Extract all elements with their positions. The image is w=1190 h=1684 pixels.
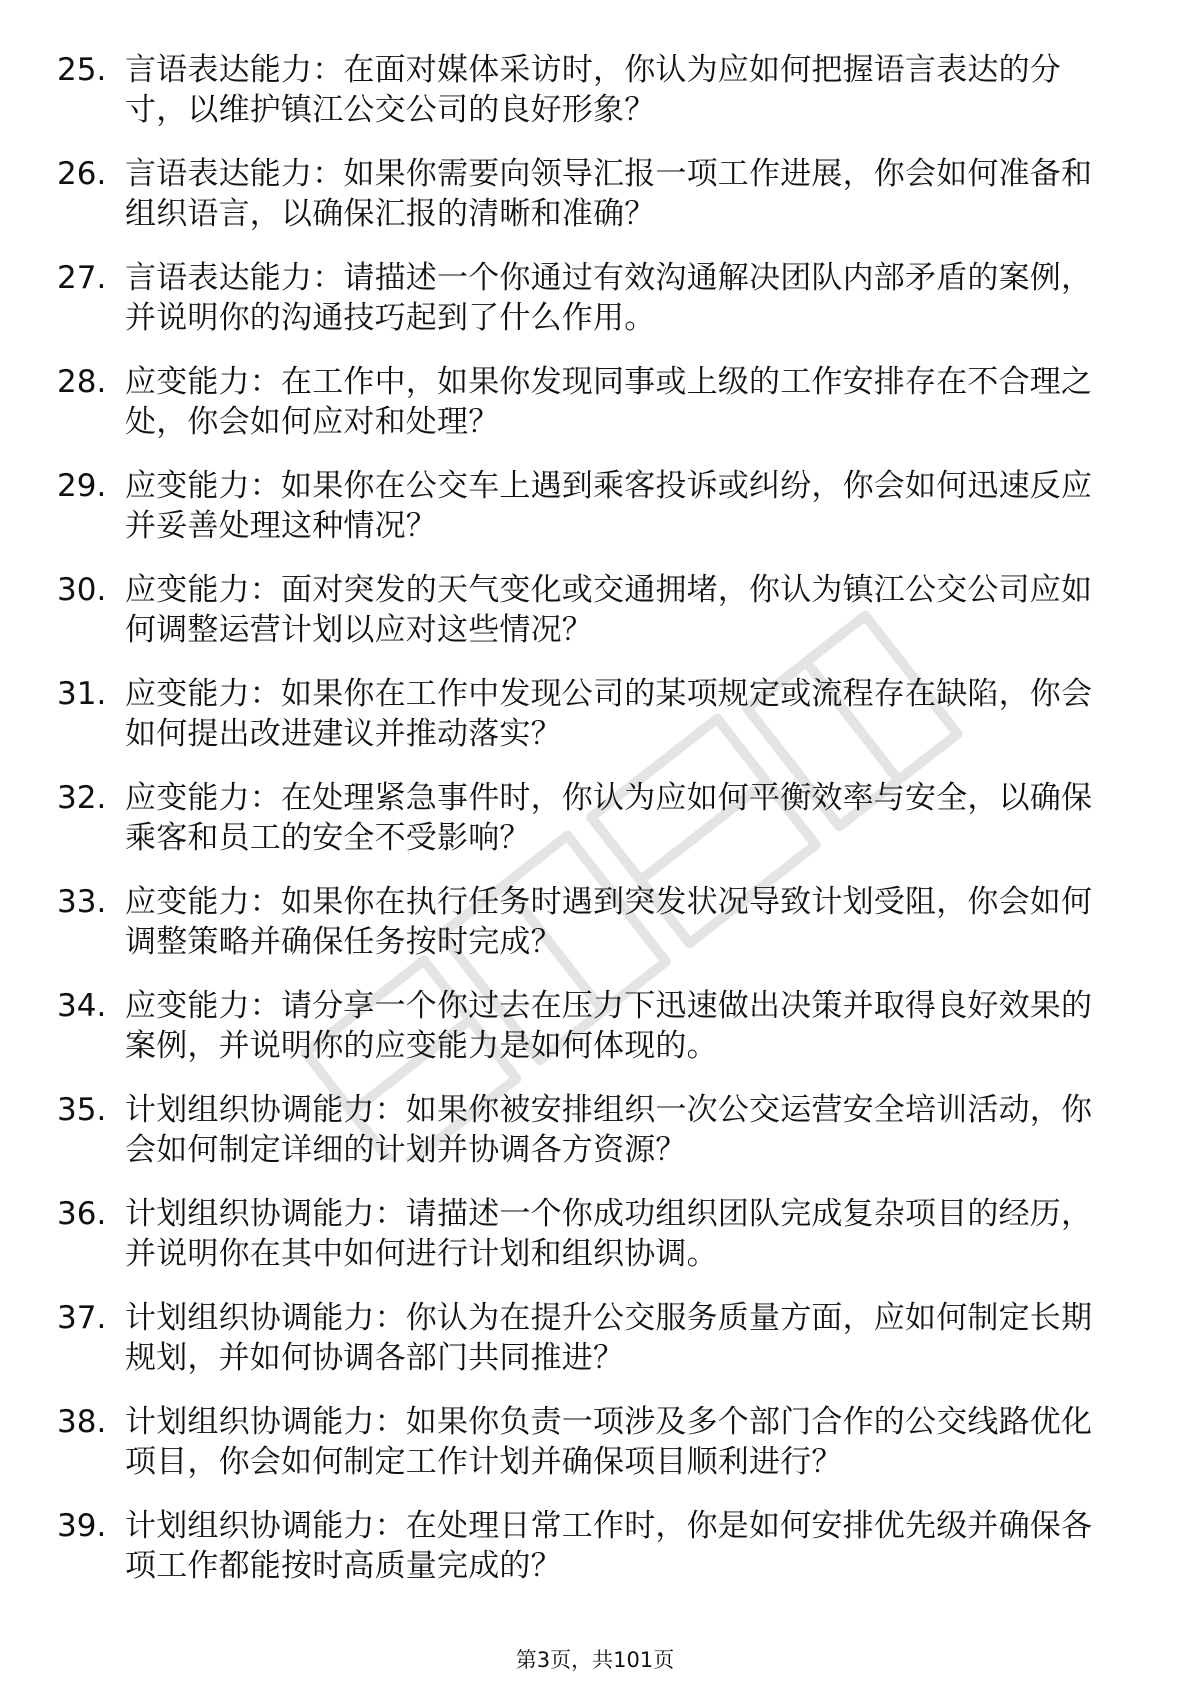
question-number: 26.	[57, 156, 107, 192]
question-item	[57, 778, 1117, 858]
question-text: 计划组织协调能力：如果你负责一项涉及多个部门合作的公交线路优化项目，你会如何制定工作计划并确保项目顺利进行？	[125, 1404, 1093, 1480]
question-number: 38.	[57, 1404, 107, 1440]
question-number: 34.	[57, 988, 107, 1024]
question-text: 计划组织协调能力：请描述一个你成功组织团队完成复杂项目的经历，并说明你在其中如何进行计划和组织协调。	[125, 1196, 1093, 1272]
question-item	[57, 1506, 1117, 1586]
question-item	[57, 882, 1117, 962]
question-item	[57, 362, 1117, 442]
question-item	[57, 258, 1117, 338]
question-item	[57, 1194, 1117, 1274]
question-number: 31.	[57, 676, 107, 712]
question-list	[57, 50, 1117, 1610]
question-number: 33.	[57, 884, 107, 920]
question-number: 28.	[57, 364, 107, 400]
question-item	[57, 50, 1117, 130]
question-text: 应变能力：如果你在工作中发现公司的某项规定或流程存在缺陷，你会如何提出改进建议并推动落实？	[125, 676, 1093, 752]
question-text: 计划组织协调能力：如果你被安排组织一次公交运营安全培训活动，你会如何制定详细的计划并协调各方资源？	[125, 1092, 1093, 1168]
question-text: 言语表达能力：在面对媒体采访时，你认为应如何把握语言表达的分寸，以维护镇江公交公司的良好形象？	[125, 52, 1061, 128]
question-text: 应变能力：请分享一个你过去在压力下迅速做出决策并取得良好效果的案例，并说明你的应变能力是如何体现的。	[125, 988, 1093, 1064]
question-text: 言语表达能力：请描述一个你通过有效沟通解决团队内部矛盾的案例，并说明你的沟通技巧起到了什么作用。	[125, 260, 1093, 336]
question-item	[57, 1298, 1117, 1378]
question-item	[57, 1090, 1117, 1170]
question-text: 应变能力：如果你在公交车上遇到乘客投诉或纠纷，你会如何迅速反应并妥善处理这种情况？	[125, 468, 1093, 544]
question-item	[57, 674, 1117, 754]
question-item	[57, 154, 1117, 234]
question-text: 计划组织协调能力：在处理日常工作时，你是如何安排优先级并确保各项工作都能按时高质量完成的？	[125, 1508, 1093, 1584]
question-item	[57, 986, 1117, 1066]
question-item	[57, 570, 1117, 650]
question-text: 应变能力：在工作中，如果你发现同事或上级的工作安排存在不合理之处，你会如何应对和处理？	[125, 364, 1093, 440]
question-item	[57, 466, 1117, 546]
question-number: 35.	[57, 1092, 107, 1128]
question-number: 30.	[57, 572, 107, 608]
question-text: 应变能力：在处理紧急事件时，你认为应如何平衡效率与安全，以确保乘客和员工的安全不受影响？	[125, 780, 1093, 856]
question-number: 39.	[57, 1508, 107, 1544]
question-text: 应变能力：面对突发的天气变化或交通拥堵，你认为镇江公交公司应如何调整运营计划以应对这些情况？	[125, 572, 1093, 648]
question-number: 25.	[57, 52, 107, 88]
question-number: 29.	[57, 468, 107, 504]
question-number: 32.	[57, 780, 107, 816]
page-footer: 第3页，共101页	[515, 1648, 675, 1672]
question-text: 言语表达能力：如果你需要向领导汇报一项工作进展，你会如何准备和组织语言，以确保汇报的清晰和准确？	[125, 156, 1093, 232]
question-number: 36.	[57, 1196, 107, 1232]
question-item	[57, 1402, 1117, 1482]
question-text: 计划组织协调能力：你认为在提升公交服务质量方面，应如何制定长期规划，并如何协调各部门共同推进？	[125, 1300, 1093, 1376]
question-number: 27.	[57, 260, 107, 296]
question-text: 应变能力：如果你在执行任务时遇到突发状况导致计划受阻，你会如何调整策略并确保任务按时完成？	[125, 884, 1093, 960]
question-number: 37.	[57, 1300, 107, 1336]
